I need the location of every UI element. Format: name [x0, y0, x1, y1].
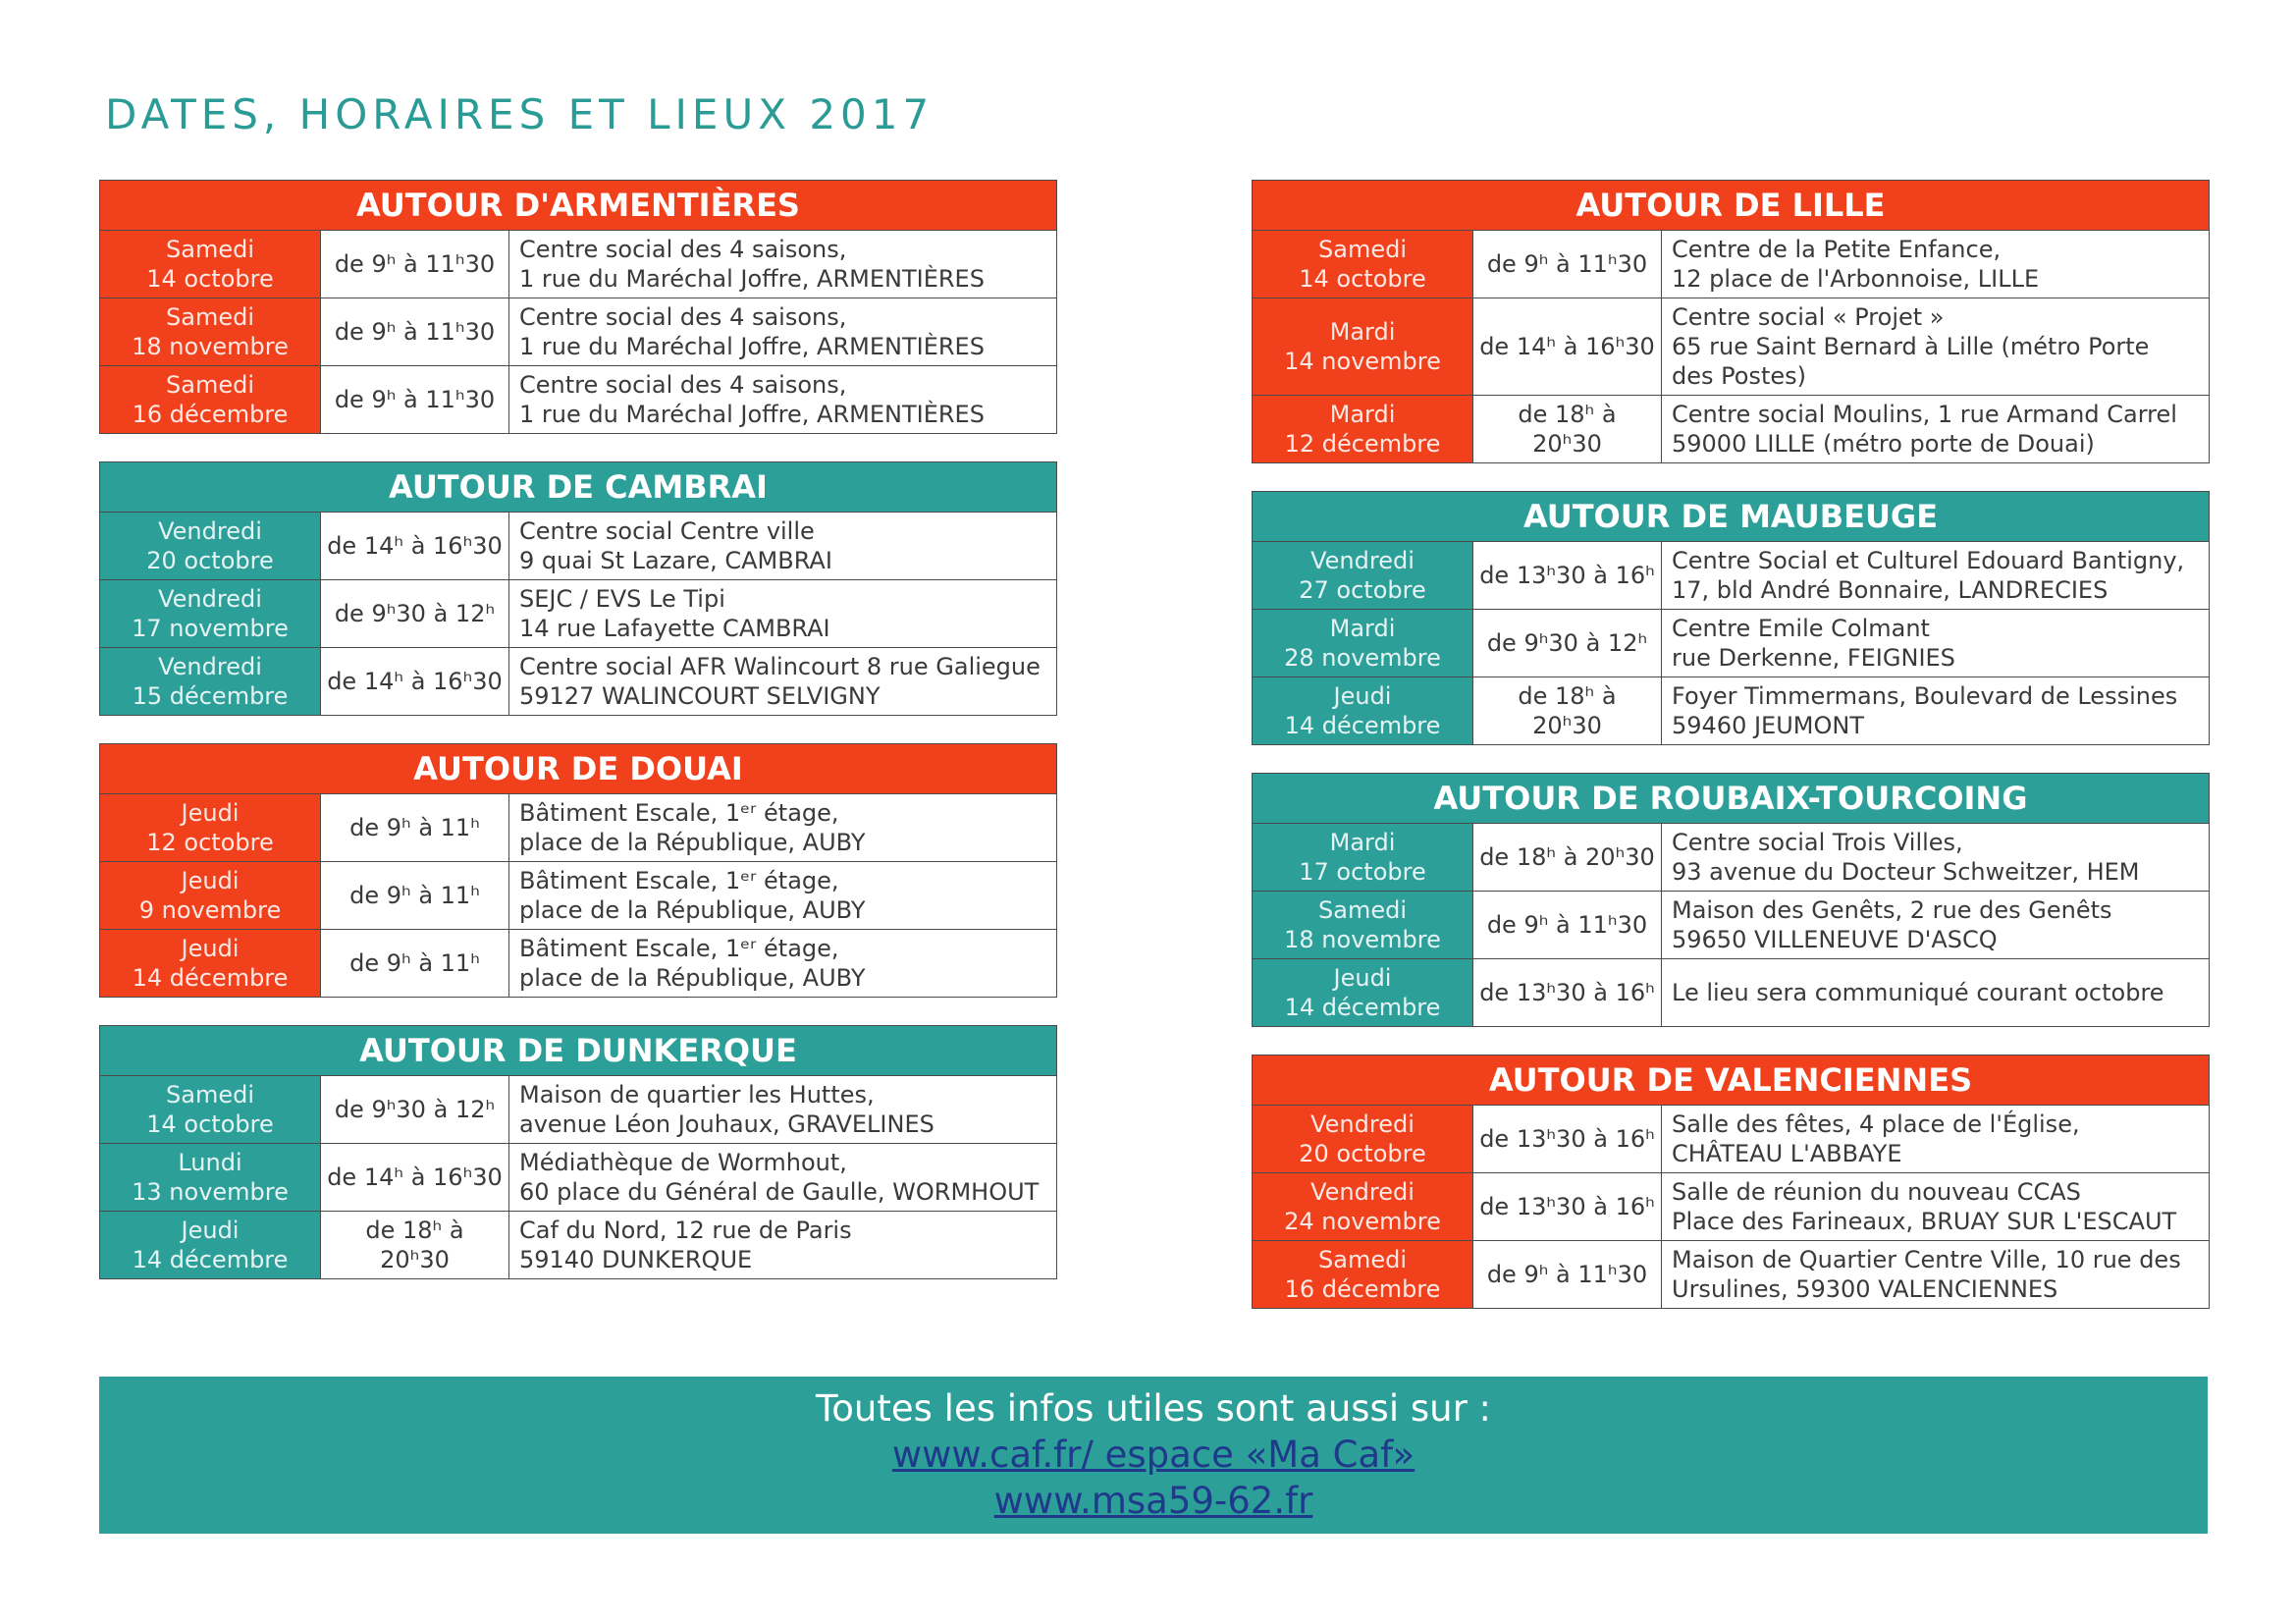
table-row	[1253, 396, 2210, 463]
schedule-table	[1252, 180, 2210, 463]
date-cell	[1253, 1106, 1473, 1173]
table-row	[100, 580, 1057, 648]
date-day: Jeudi	[181, 1217, 240, 1244]
table-row	[1253, 959, 2210, 1027]
schedule-table	[1252, 491, 2210, 745]
date-day: Mardi	[1329, 829, 1396, 856]
date-cell	[100, 794, 321, 862]
date-day: Samedi	[166, 236, 254, 263]
date-day: Vendredi	[158, 517, 262, 545]
date-value: 20 octobre	[1299, 1140, 1426, 1167]
date-cell	[1253, 959, 1473, 1027]
table-row	[1253, 298, 2210, 396]
date-value: 18 novembre	[1284, 926, 1441, 953]
date-value: 14 décembre	[1284, 994, 1441, 1021]
date-cell	[100, 648, 321, 716]
place-cell: Centre Social et Culturel Edouard Bantigny, 17, bld André Bonnaire, LANDRECIES	[1662, 542, 2210, 610]
place-cell: Centre social « Projet » 65 rue Saint Bernard à Lille (métro Porte des Postes)	[1662, 298, 2210, 396]
table-row	[100, 366, 1057, 434]
date-cell	[1253, 892, 1473, 959]
place-cell: Centre Emile Colmant rue Derkenne, FEIGNIES	[1662, 610, 2210, 677]
date-day: Jeudi	[181, 935, 240, 962]
footer-text: Toutes les infos utiles sont aussi sur :	[815, 1387, 1492, 1430]
schedule-table	[99, 461, 1057, 716]
section-title: AUTOUR DE VALENCIENNES	[1253, 1056, 2210, 1106]
date-day: Vendredi	[158, 653, 262, 680]
date-cell	[100, 862, 321, 930]
date-value: 14 décembre	[132, 1246, 289, 1273]
place-cell: Salle des fêtes, 4 place de l'Église, CHÂTEAU L'ABBAYE	[1662, 1106, 2210, 1173]
date-day: Jeudi	[181, 867, 240, 894]
date-value: 14 octobre	[146, 265, 274, 293]
table-row	[100, 231, 1057, 298]
table-row	[1253, 542, 2210, 610]
time-cell: de 9ʰ30 à 12ʰ	[321, 1076, 509, 1144]
place-cell: Caf du Nord, 12 rue de Paris 59140 DUNKERQUE	[509, 1212, 1057, 1279]
time-cell: de 14ʰ à 16ʰ30	[321, 648, 509, 716]
date-day: Samedi	[1318, 236, 1407, 263]
table-row	[100, 648, 1057, 716]
place-cell: Médiathèque de Wormhout, 60 place du Général de Gaulle, WORMHOUT	[509, 1144, 1057, 1212]
place-cell: Maison de Quartier Centre Ville, 10 rue des Ursulines, 59300 VALENCIENNES	[1662, 1241, 2210, 1309]
date-value: 16 décembre	[132, 401, 289, 428]
date-value: 9 novembre	[138, 896, 282, 924]
date-cell	[100, 1076, 321, 1144]
time-cell: de 9ʰ à 11ʰ	[321, 862, 509, 930]
place-cell: Foyer Timmermans, Boulevard de Lessines 59460 JEUMONT	[1662, 677, 2210, 745]
table-row	[100, 1144, 1057, 1212]
date-value: 27 octobre	[1299, 576, 1426, 604]
date-cell	[100, 930, 321, 998]
left-column	[99, 180, 1057, 1307]
time-cell: de 14ʰ à 16ʰ30	[321, 513, 509, 580]
date-day: Samedi	[1318, 896, 1407, 924]
time-cell: de 18ʰ à 20ʰ30	[1473, 677, 1662, 745]
place-cell: Bâtiment Escale, 1ᵉʳ étage, place de la République, AUBY	[509, 794, 1057, 862]
table-row	[1253, 1106, 2210, 1173]
date-cell	[100, 513, 321, 580]
place-cell: Centre social des 4 saisons, 1 rue du Maréchal Joffre, ARMENTIÈRES	[509, 366, 1057, 434]
date-value: 20 octobre	[146, 547, 274, 574]
date-value: 28 novembre	[1284, 644, 1441, 672]
time-cell: de 9ʰ à 11ʰ	[321, 930, 509, 998]
place-cell: Le lieu sera communiqué courant octobre	[1662, 959, 2210, 1027]
section-autour-de-cambrai	[99, 461, 1057, 716]
date-day: Samedi	[166, 1081, 254, 1109]
date-cell	[100, 298, 321, 366]
right-column	[1252, 180, 2210, 1336]
time-cell: de 14ʰ à 16ʰ30	[321, 1144, 509, 1212]
table-row	[1253, 824, 2210, 892]
time-cell: de 9ʰ à 11ʰ30	[321, 298, 509, 366]
date-value: 16 décembre	[1284, 1275, 1441, 1303]
time-cell: de 18ʰ à 20ʰ30	[1473, 396, 1662, 463]
date-day: Jeudi	[181, 799, 240, 827]
date-day: Mardi	[1329, 318, 1396, 346]
time-cell: de 13ʰ30 à 16ʰ	[1473, 959, 1662, 1027]
time-cell: de 9ʰ à 11ʰ	[321, 794, 509, 862]
date-day: Mardi	[1329, 615, 1396, 642]
table-row	[1253, 231, 2210, 298]
time-cell: de 9ʰ à 11ʰ30	[1473, 231, 1662, 298]
date-value: 12 octobre	[146, 829, 274, 856]
section-autour-de-roubaix-tourcoing	[1252, 773, 2210, 1027]
schedule-table	[99, 743, 1057, 998]
section-autour-de-valenciennes	[1252, 1055, 2210, 1309]
date-value: 12 décembre	[1284, 430, 1441, 458]
time-cell: de 18ʰ à 20ʰ30	[1473, 824, 1662, 892]
date-value: 14 octobre	[1299, 265, 1426, 293]
place-cell: Centre de la Petite Enfance, 12 place de l'Arbonnoise, LILLE	[1662, 231, 2210, 298]
section-autour-de-lille	[1252, 180, 2210, 463]
section-title: AUTOUR DE DUNKERQUE	[100, 1026, 1057, 1076]
table-row	[100, 513, 1057, 580]
date-value: 13 novembre	[132, 1178, 289, 1206]
page-title: DATES, HORAIRES ET LIEUX 2017	[105, 90, 934, 138]
time-cell: de 13ʰ30 à 16ʰ	[1473, 1173, 1662, 1241]
schedule-table	[1252, 1055, 2210, 1309]
schedule-table	[99, 1025, 1057, 1279]
date-value: 15 décembre	[132, 682, 289, 710]
date-cell	[1253, 396, 1473, 463]
schedule-table	[99, 180, 1057, 434]
date-day: Jeudi	[1333, 682, 1392, 710]
time-cell: de 9ʰ à 11ʰ30	[321, 231, 509, 298]
schedule-table	[1252, 773, 2210, 1027]
date-day: Vendredi	[1310, 1178, 1415, 1206]
place-cell: Maison des Genêts, 2 rue des Genêts 59650 VILLENEUVE D'ASCQ	[1662, 892, 2210, 959]
date-value: 14 décembre	[1284, 712, 1441, 739]
place-cell: Bâtiment Escale, 1ᵉʳ étage, place de la République, AUBY	[509, 862, 1057, 930]
date-cell	[100, 1144, 321, 1212]
info-footer	[99, 1377, 2208, 1534]
time-cell: de 13ʰ30 à 16ʰ	[1473, 542, 1662, 610]
date-value: 14 octobre	[146, 1110, 274, 1138]
place-cell: Centre social des 4 saisons, 1 rue du Maréchal Joffre, ARMENTIÈRES	[509, 298, 1057, 366]
date-cell	[1253, 542, 1473, 610]
date-cell	[100, 1212, 321, 1279]
table-row	[1253, 1173, 2210, 1241]
section-title: AUTOUR DE CAMBRAI	[100, 462, 1057, 513]
time-cell: de 18ʰ à 20ʰ30	[321, 1212, 509, 1279]
date-cell	[1253, 677, 1473, 745]
date-value: 14 novembre	[1284, 348, 1441, 375]
date-cell	[100, 366, 321, 434]
table-row	[1253, 1241, 2210, 1309]
place-cell: Maison de quartier les Huttes, avenue Léon Jouhaux, GRAVELINES	[509, 1076, 1057, 1144]
place-cell: Centre social AFR Walincourt 8 rue Galiegue 59127 WALINCOURT SELVIGNY	[509, 648, 1057, 716]
table-row	[1253, 892, 2210, 959]
table-row	[1253, 610, 2210, 677]
date-day: Vendredi	[158, 585, 262, 613]
place-cell: SEJC / EVS Le Tipi 14 rue Lafayette CAMBRAI	[509, 580, 1057, 648]
section-autour-de-maubeuge	[1252, 491, 2210, 745]
table-row	[100, 1212, 1057, 1279]
date-cell	[1253, 1241, 1473, 1309]
place-cell: Salle de réunion du nouveau CCAS Place des Farineaux, BRUAY SUR L'ESCAUT	[1662, 1173, 2210, 1241]
time-cell: de 9ʰ à 11ʰ30	[321, 366, 509, 434]
date-cell	[1253, 824, 1473, 892]
date-day: Vendredi	[1310, 547, 1415, 574]
date-day: Vendredi	[1310, 1110, 1415, 1138]
section-title: AUTOUR DE ROUBAIX-TOURCOING	[1253, 774, 2210, 824]
time-cell: de 9ʰ30 à 12ʰ	[1473, 610, 1662, 677]
table-row	[100, 930, 1057, 998]
table-row	[100, 1076, 1057, 1144]
section-title: AUTOUR DE LILLE	[1253, 181, 2210, 231]
table-row	[100, 862, 1057, 930]
section-autour-d-armentieres	[99, 180, 1057, 434]
section-autour-de-dunkerque	[99, 1025, 1057, 1279]
date-cell	[1253, 231, 1473, 298]
place-cell: Centre social Trois Villes, 93 avenue du Docteur Schweitzer, HEM	[1662, 824, 2210, 892]
time-cell: de 9ʰ30 à 12ʰ	[321, 580, 509, 648]
date-cell	[1253, 610, 1473, 677]
date-value: 18 novembre	[132, 333, 289, 360]
time-cell: de 9ʰ à 11ʰ30	[1473, 892, 1662, 959]
date-value: 17 novembre	[132, 615, 289, 642]
section-title: AUTOUR DE DOUAI	[100, 744, 1057, 794]
table-row	[1253, 677, 2210, 745]
date-cell	[1253, 1173, 1473, 1241]
place-cell: Centre social Moulins, 1 rue Armand Carrel 59000 LILLE (métro porte de Douai)	[1662, 396, 2210, 463]
time-cell: de 9ʰ à 11ʰ30	[1473, 1241, 1662, 1309]
place-cell: Centre social des 4 saisons, 1 rue du Maréchal Joffre, ARMENTIÈRES	[509, 231, 1057, 298]
section-title: AUTOUR D'ARMENTIÈRES	[100, 181, 1057, 231]
date-cell	[100, 231, 321, 298]
table-row	[100, 298, 1057, 366]
date-cell	[1253, 298, 1473, 396]
caf-link[interactable]: www.caf.fr/ espace «Ma Caf»	[891, 1434, 1415, 1476]
date-value: 14 décembre	[132, 964, 289, 992]
time-cell: de 14ʰ à 16ʰ30	[1473, 298, 1662, 396]
date-day: Samedi	[166, 371, 254, 399]
place-cell: Bâtiment Escale, 1ᵉʳ étage, place de la République, AUBY	[509, 930, 1057, 998]
msa-link[interactable]: www.msa59-62.fr	[993, 1480, 1313, 1522]
section-title: AUTOUR DE MAUBEUGE	[1253, 492, 2210, 542]
date-day: Samedi	[1318, 1246, 1407, 1273]
section-autour-de-douai	[99, 743, 1057, 998]
date-day: Mardi	[1329, 401, 1396, 428]
date-day: Jeudi	[1333, 964, 1392, 992]
date-day: Samedi	[166, 303, 254, 331]
date-cell	[100, 580, 321, 648]
date-day: Lundi	[178, 1149, 242, 1176]
date-value: 24 novembre	[1284, 1208, 1441, 1235]
table-row	[100, 794, 1057, 862]
place-cell: Centre social Centre ville 9 quai St Lazare, CAMBRAI	[509, 513, 1057, 580]
time-cell: de 13ʰ30 à 16ʰ	[1473, 1106, 1662, 1173]
date-value: 17 octobre	[1299, 858, 1426, 886]
